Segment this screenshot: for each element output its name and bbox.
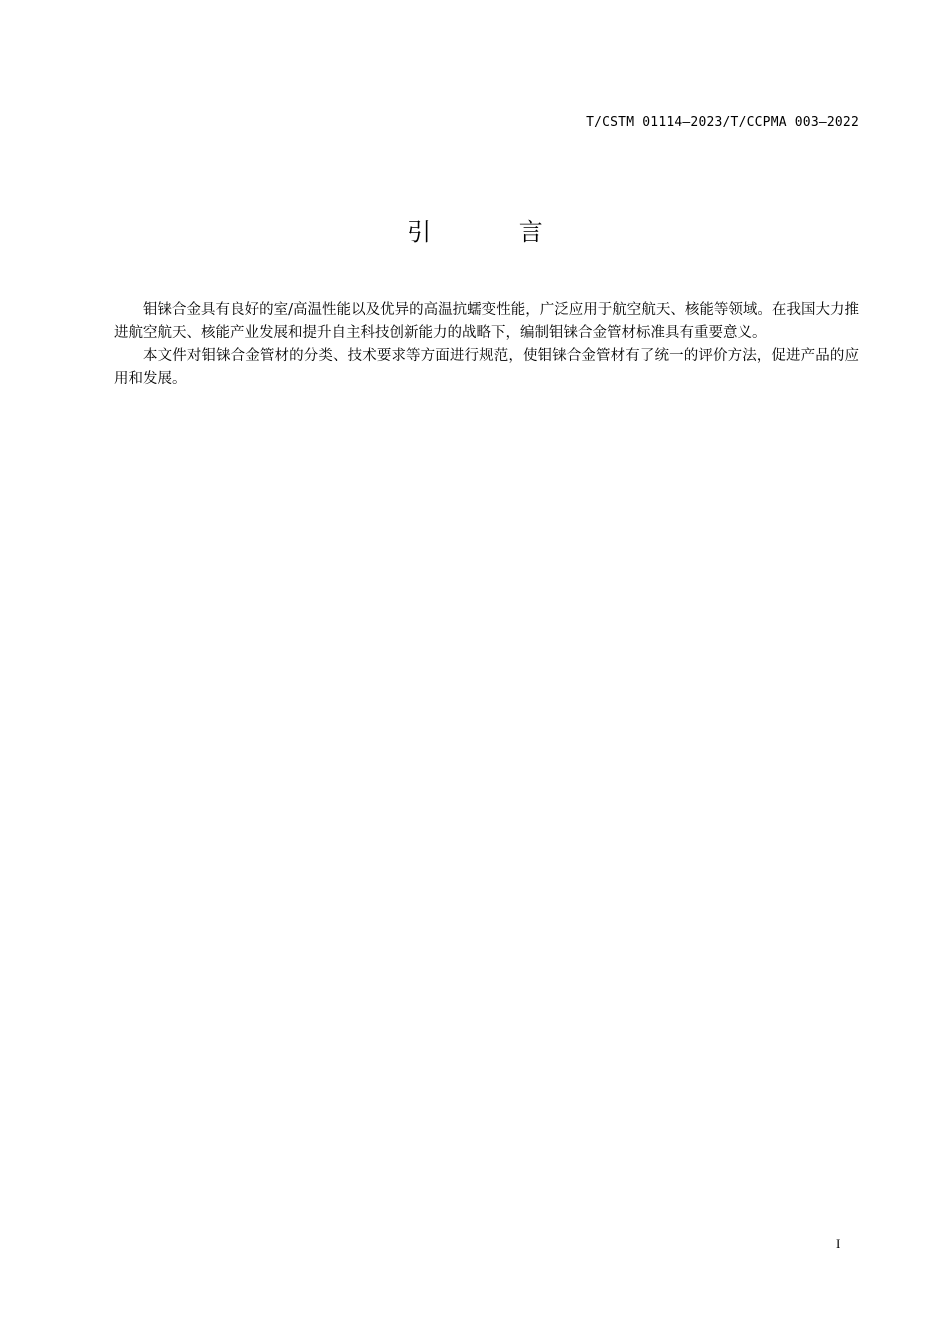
paragraph: 本文件对钼铼合金管材的分类、技术要求等方面进行规范，使钼铼合金管材有了统一的评价方法，促进产品的应用和发展。 — [114, 348, 859, 387]
introduction-body — [114, 299, 859, 391]
paragraph: 钼铼合金具有良好的室/高温性能以及优异的高温抗蠕变性能，广泛应用于航空航天、核能等领域。在我国大力推进航空航天、核能产业发展和提升自主科技创新能力的战略下，编制钼铼合金管材标准具有重要意义。 — [114, 302, 859, 341]
page-number: I — [836, 1236, 841, 1251]
document-number: T/CSTM 01114—2023/T/CCPMA 003—2022 — [586, 115, 859, 130]
page-title: 引 言 — [407, 218, 583, 246]
